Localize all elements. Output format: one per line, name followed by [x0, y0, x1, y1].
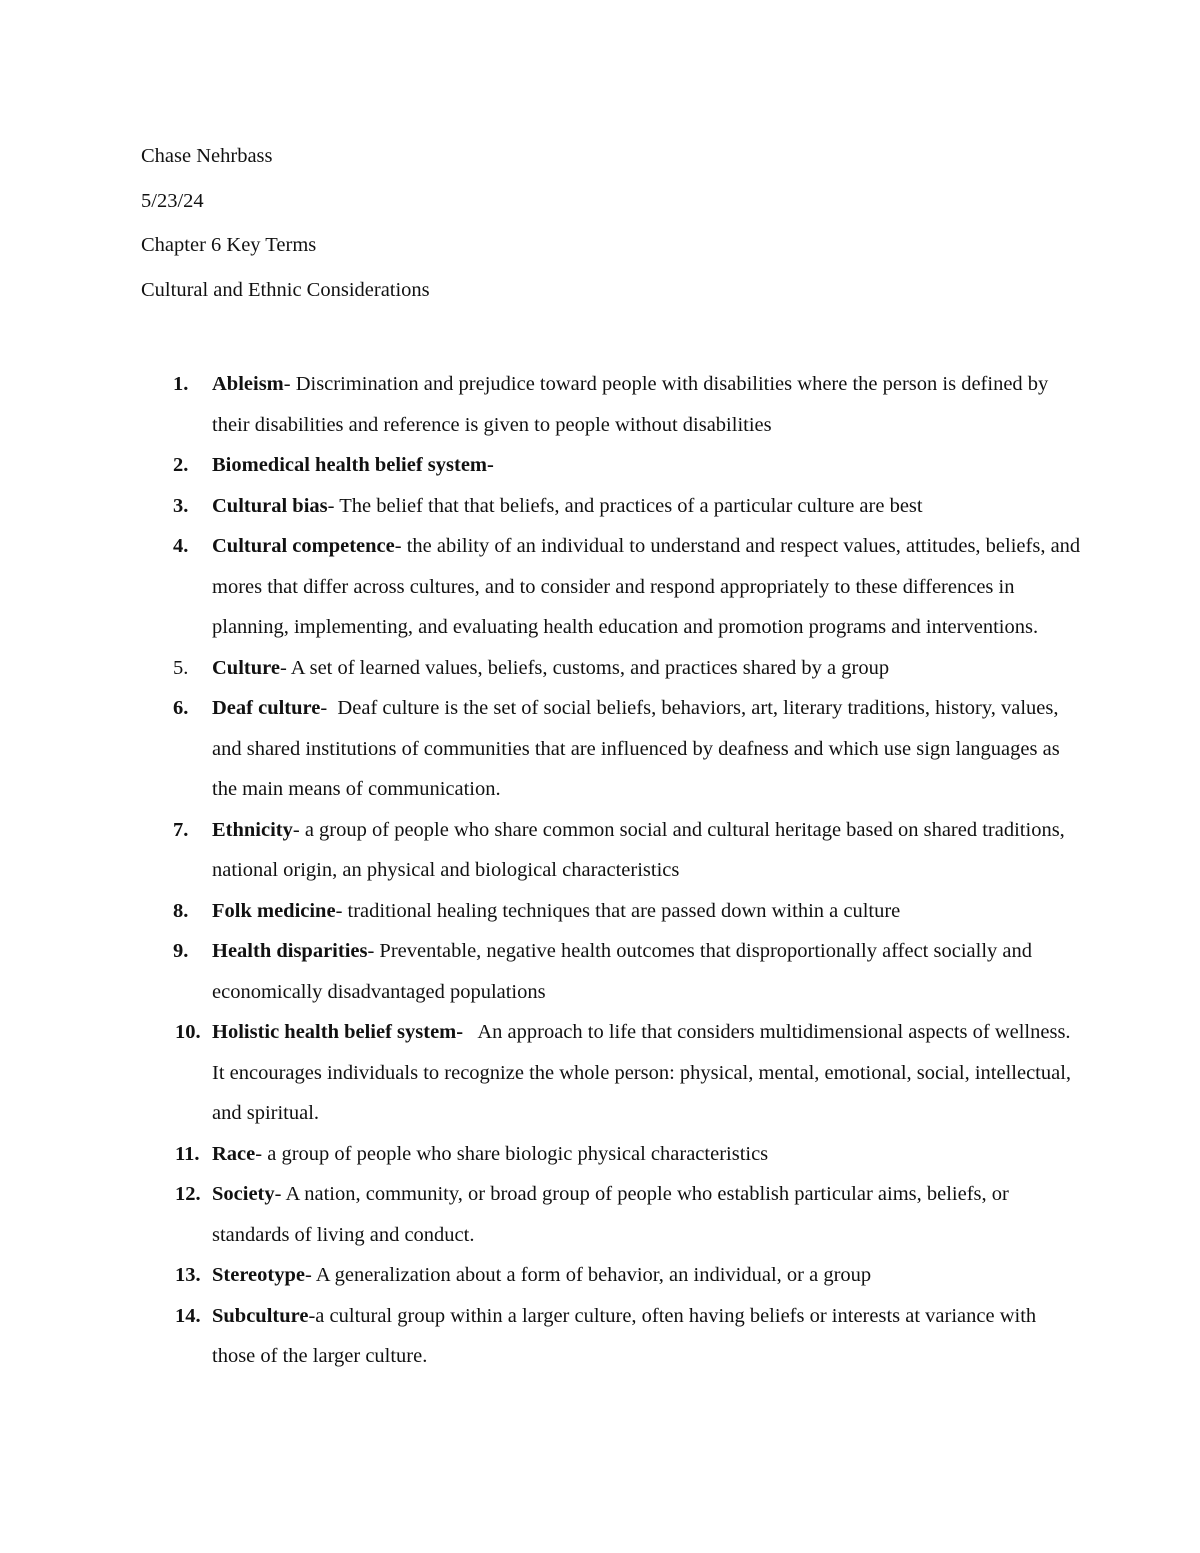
term-definition: - the ability of an individual to understand and respect values, attitudes, beliefs, and mores that differ across cultures, and to consider and respond appropriately to these differences in planning, implementing, and evaluating health education and promotion programs and interventions. [212, 535, 1086, 638]
term-name: Race [212, 1142, 256, 1165]
term-item [141, 486, 1081, 527]
term-definition: - a group of people who share biologic physical characteristics [255, 1142, 769, 1165]
key-terms-list [141, 364, 1086, 1377]
term-item [141, 1174, 1081, 1255]
term-number-label: 7. [173, 818, 189, 841]
term-definition: - A nation, community, or broad group of people who establish particular aims, beliefs, or standards of living and conduct. [212, 1183, 1014, 1246]
term-definition: - A set of learned values, beliefs, customs, and practices shared by a group [279, 656, 890, 679]
term-number-label: 6. [173, 697, 189, 719]
term-name: Cultural bias [212, 494, 328, 517]
term-definition: An approach to life that considers multidimensional aspects of wellness. It encourages individuals to recognize the whole person: physical, mental, emotional, social, intellectual, and spiritual. [212, 1021, 1077, 1124]
term-item [141, 445, 1081, 486]
term-item [141, 526, 1086, 648]
term-name: Culture [212, 656, 280, 679]
term-item [141, 688, 1081, 810]
term-number-label: 9. [173, 940, 189, 962]
term-item [141, 364, 1081, 445]
term-number-label: 2. [173, 454, 189, 476]
term-name: Society [212, 1183, 275, 1205]
author-name: Chase Nehrbass [141, 145, 273, 167]
term-number-label: 10. [175, 1021, 201, 1043]
document-title: Chapter 6 Key Terms [141, 234, 317, 256]
term-name: Subculture [212, 1304, 309, 1327]
term-item [141, 1012, 1081, 1134]
term-name: Folk medicine [212, 899, 336, 922]
term-definition: -a cultural group within a larger culture, often having beliefs or interests at variance with those of the larger culture. [212, 1304, 1042, 1367]
term-name: Deaf culture [212, 697, 321, 719]
term-item [141, 810, 1081, 891]
term-definition: - The belief that that beliefs, and practices of a particular culture are best [327, 494, 923, 517]
term-definition: - a group of people who share common social and cultural heritage based on shared traditions, national origin, an physical and biological characteristics [212, 818, 1070, 881]
term-name: Ethnicity [212, 818, 293, 841]
term-number-label: 14. [175, 1304, 201, 1327]
term-definition: - Preventable, negative health outcomes that disproportionally affect socially and economically disadvantaged populations [212, 940, 1038, 1003]
term-definition: - Deaf culture is the set of social beliefs, behaviors, art, literary traditions, history, values, and shared institutions of communities that are influenced by deafness and which use sign languages as the main means of communication. [212, 697, 1065, 800]
term-item [141, 1296, 1081, 1377]
term-item [141, 931, 1081, 1012]
term-name: Holistic health belief system- [212, 1021, 464, 1043]
term-name: Stereotype [212, 1264, 305, 1286]
term-number-label: 4. [173, 535, 189, 557]
term-number-label: 5. [173, 656, 189, 679]
term-number-label: 8. [173, 899, 189, 922]
term-definition: - A generalization about a form of behavior, an individual, or a group [304, 1264, 872, 1286]
document-date: 5/23/24 [141, 190, 204, 212]
term-name: Cultural competence [212, 535, 395, 557]
term-definition: - Discrimination and prejudice toward people with disabilities where the person is defined by their disabilities and reference is given to people without disabilities [212, 373, 1054, 436]
term-number-label: 3. [173, 494, 189, 517]
term-item [141, 648, 1081, 689]
term-definition: - traditional healing techniques that are passed down within a culture [335, 899, 901, 922]
term-number-label: 13. [175, 1264, 201, 1286]
term-name: Ableism [212, 373, 284, 395]
term-name: Biomedical health belief system- [212, 454, 494, 476]
term-item [141, 1255, 1081, 1296]
term-item [141, 891, 1081, 932]
document-subtitle: Cultural and Ethnic Considerations [141, 279, 430, 301]
term-item [141, 1134, 1081, 1175]
term-number-label: 11. [175, 1142, 200, 1165]
term-name: Health disparities [212, 940, 368, 962]
term-number-label: 12. [175, 1183, 201, 1205]
term-number-label: 1. [173, 373, 189, 395]
